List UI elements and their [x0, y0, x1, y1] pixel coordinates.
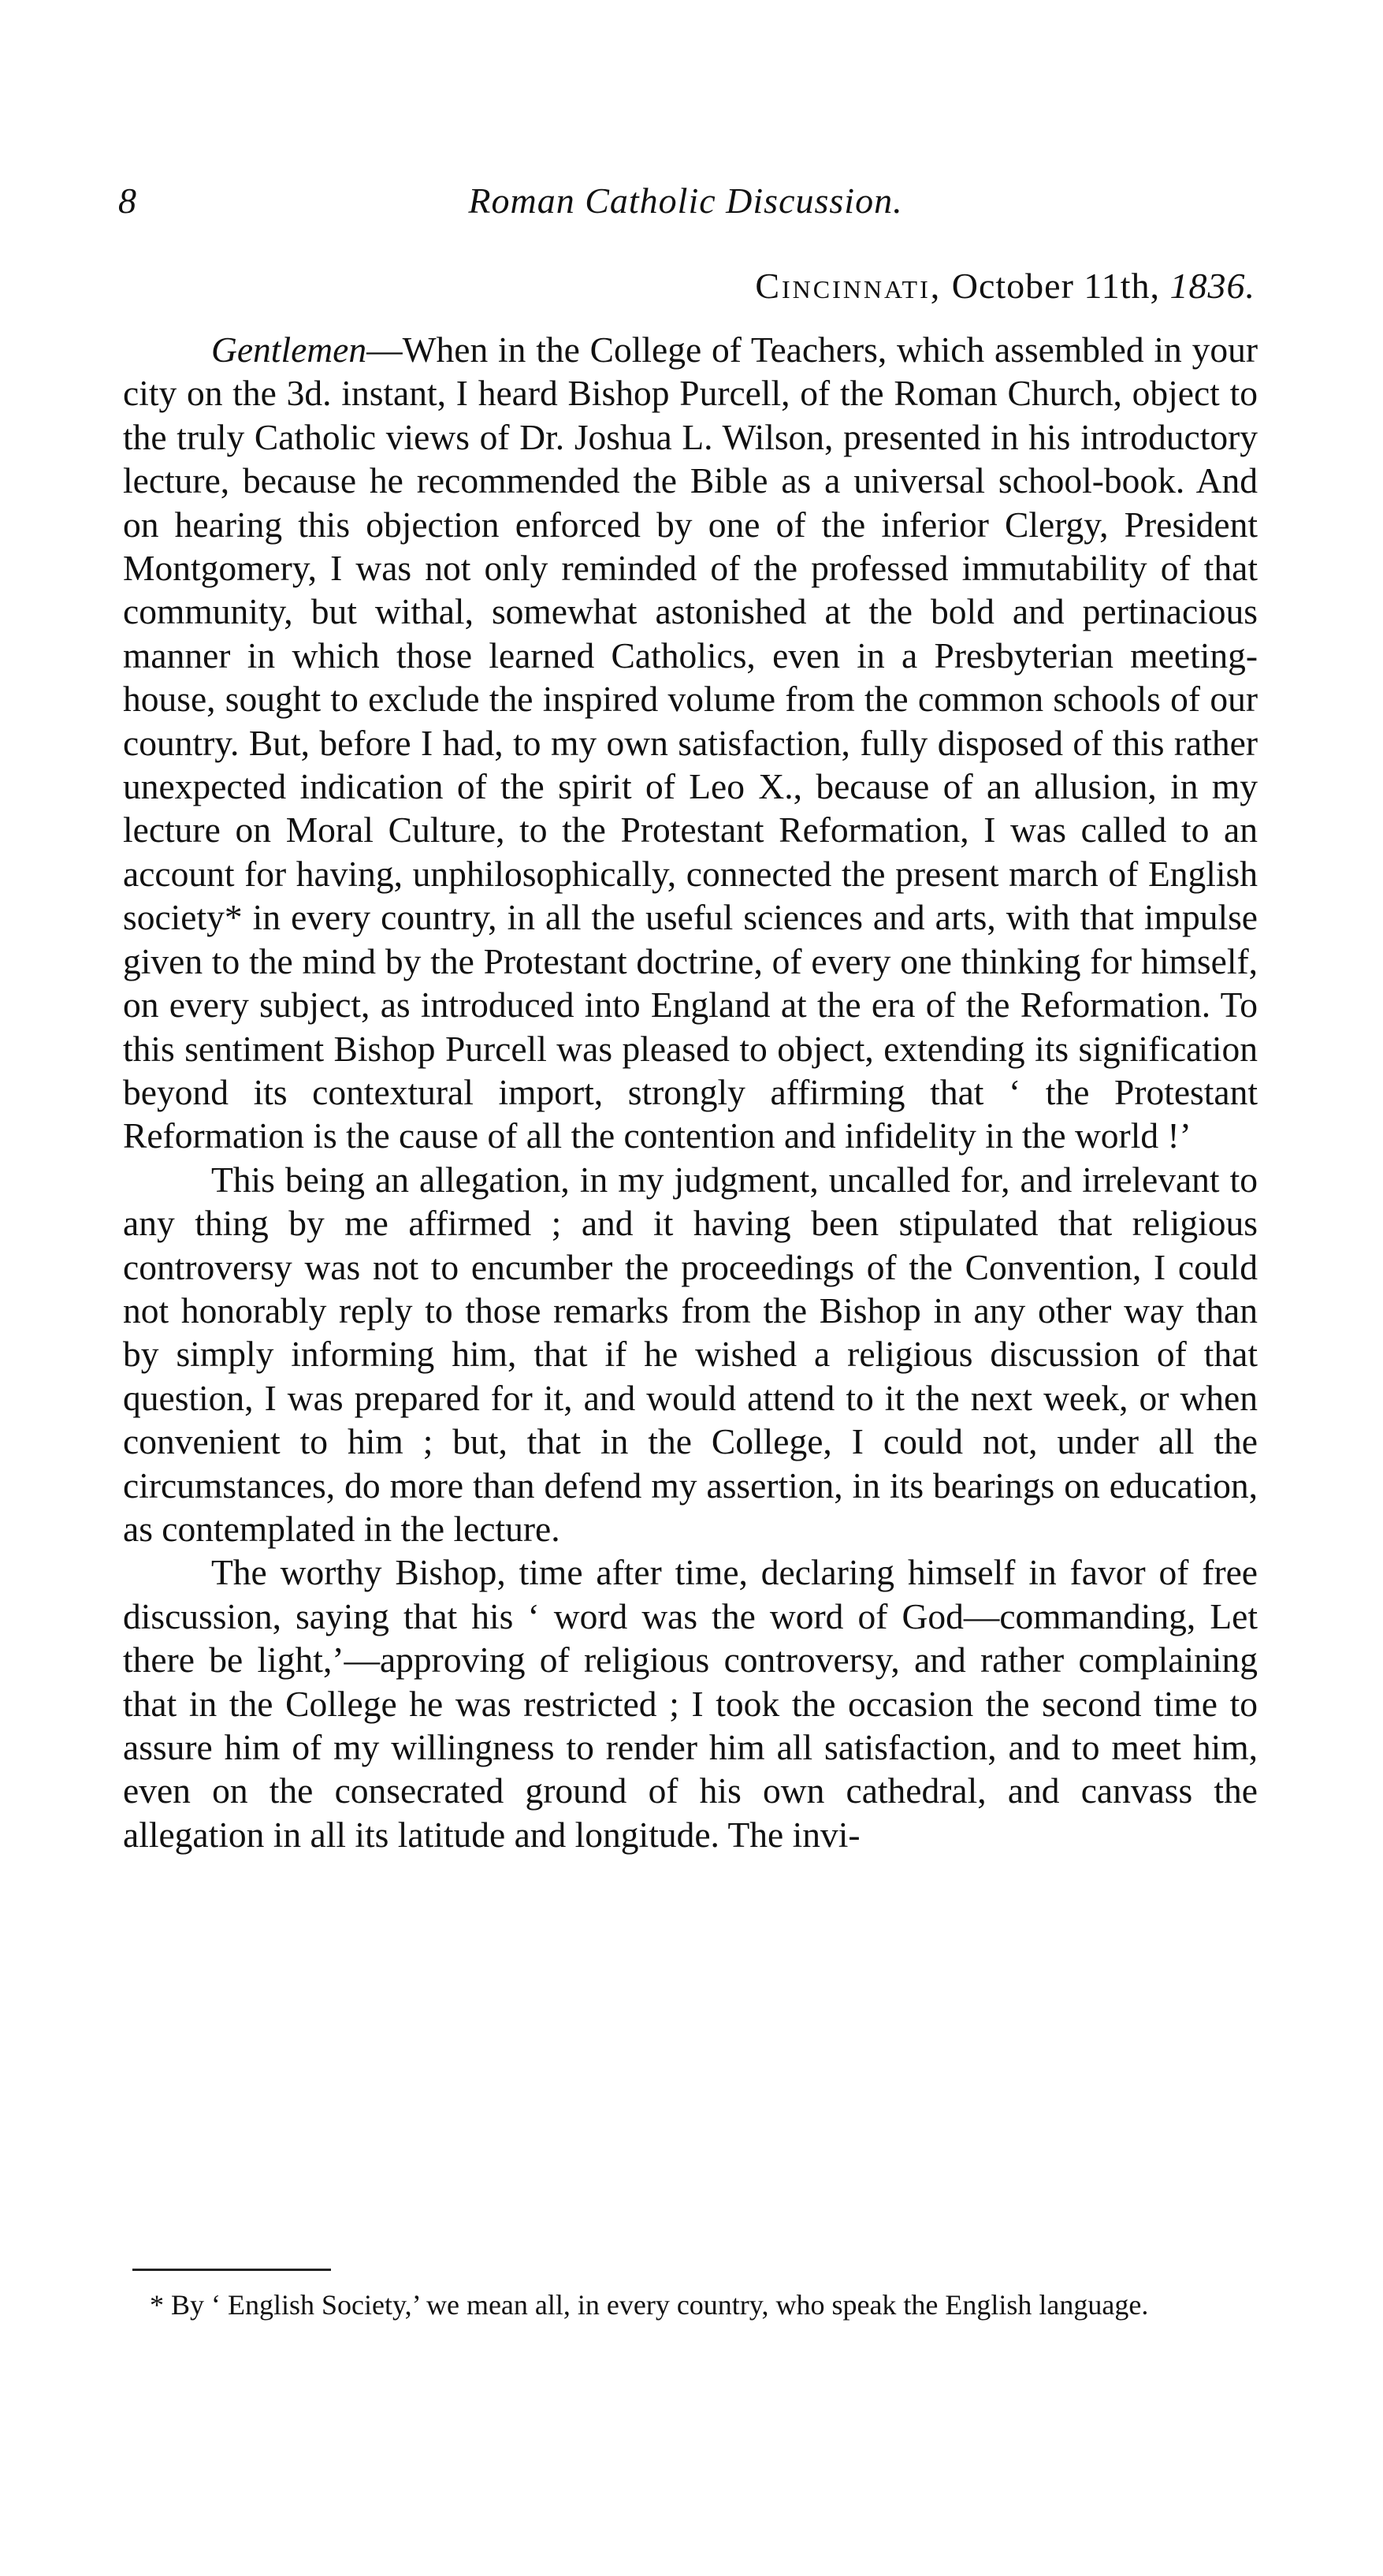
- paragraph: The worthy Bishop, time after time, declaring himself in favor of free discussion, saying that his ‘ word was the word of God—commanding, Let there be light,’—approving of religious controversy, and rather complaining that in the College he was restricted ; I took the occasion the second time to assure him of my willingness to render him all satisfaction, and to meet him, even on the consecrated ground of his own cathedral, and canvass the allegation in all its latitude and longitude. The invi-: [123, 1552, 1258, 1855]
- paragraph: This being an allegation, in my judgment, uncalled for, and irrelevant to any thing by me affirmed ; and it having been stipulated that religious controversy was not to encumber the proceedings of the Convention, I could not honorably reply to those remarks from the Bishop in any other way than by simply informing him, that if he wished a religious discussion of that question, I was prepared for it, and would attend to it the next week, or when convenient to him ; but, that in the College, I could not, under all the circumstances, do more than defend my assertion, in its bearings on education, as contemplated in the lecture.: [123, 1159, 1258, 1549]
- dateline-date: October 11th,: [951, 266, 1160, 306]
- running-head: Roman Catholic Discussion.: [468, 181, 903, 221]
- footnote-divider: [132, 2269, 331, 2271]
- dateline-city: Cincinnati,: [755, 266, 942, 306]
- salutation: Gentlemen: [211, 329, 367, 370]
- dateline-year: 1836.: [1169, 266, 1255, 306]
- dateline: [755, 265, 1255, 307]
- footnote: * By ‘ English Society,’ we mean all, in every country, who speak the English language.: [150, 2289, 1149, 2321]
- paragraph-text: —When in the College of Teachers, which assembled in your city on the 3d. instant, I heard Bishop Purcell, of the Roman Church, object to the truly Catholic views of Dr. Joshua L. Wilson, presented in his introductory lecture, because he recommended the Bible as a universal school-book. And on hearing this objection enforced by one of the inferior Clergy, President Montgomery, I was not only reminded of the professed immutability of that community, but withal, somewhat astonished at the bold and pertinacious manner in which those learned Catholics, even in a Presbyterian meeting-house, sought to exclude the inspired volume from the common schools of our country. But, before I had, to my own satisfaction, fully disposed of this rather unexpected indication of the spirit of Leo X., because of an allusion, in my lecture on Moral Culture, to the Protestant Reformation, I was called to an account for having, unphilosophically, connected the present march of English society* in every country, in all the useful sciences and arts, with that impulse given to the mind by the Protestant doctrine, of every one thinking for himself, on every subject, as introduced into England at the era of the Reformation. To this sentiment Bishop Purcell was pleased to object, extending its signification beyond its contextural import, strongly affirming that ‘ the Protestant Reformation is the cause of all the contention and infidelity in the world !’: [123, 329, 1258, 1156]
- page-header: [118, 180, 1253, 227]
- letter-body: [123, 328, 1258, 1856]
- page-number: 8: [118, 181, 136, 221]
- paragraph: [123, 328, 1258, 1158]
